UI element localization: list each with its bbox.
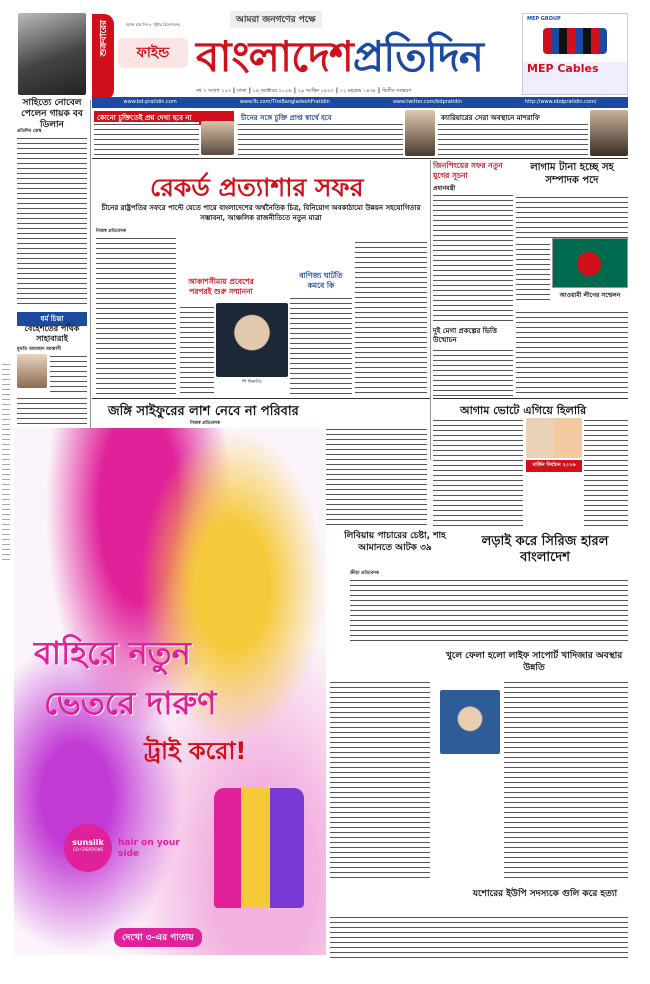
- edge-marks: [2, 360, 10, 560]
- headline-life-support: খুলে ফেলা হলো লাইফ সাপোর্ট খাদিজার অবস্থার উন্নতি: [445, 651, 623, 673]
- jinping-sub: প্রধানমন্ত্রী: [433, 185, 456, 192]
- sunsilk-logo: sunsilk CO-CREATIONS: [64, 824, 112, 872]
- strip-body-2: [238, 122, 403, 156]
- twitter-link[interactable]: www.twitter.com/bdpratidin: [392, 99, 462, 105]
- headline-jinping-visit: জিনপিংয়ের সফর নতুন যুগের সূচনা: [433, 161, 503, 180]
- supplement-box: আজ চার দিন ৮ পৃষ্ঠার বিনোদনের ফাইন্ড: [118, 22, 188, 90]
- lead-body-col1: [96, 236, 176, 396]
- xi-jinping-photo: [216, 303, 288, 377]
- hillary-body-2: [584, 418, 628, 528]
- photo-caption: শি জিনপিং: [242, 380, 262, 385]
- lead-box-1: আকাশসীমায় প্রবেশের পরপরই শুরু সম্মাননা: [188, 277, 254, 296]
- strip-photo-3: [590, 110, 628, 156]
- mega-body: [433, 348, 513, 396]
- hillary-body: [433, 418, 523, 528]
- cable-graphic: [543, 28, 607, 54]
- left-body-1: [17, 136, 87, 306]
- jessore-body: [330, 915, 628, 960]
- laagam-body: [516, 195, 628, 239]
- laagam-body-2: [516, 242, 550, 302]
- headline-mega-projects: দুই মেগা প্রকল্পের ভিত্তি উন্মোচন: [433, 327, 497, 344]
- sport-body: [350, 578, 628, 644]
- election-badge: মার্কিন নির্বাচন ২০১৬: [526, 460, 582, 472]
- life-body-2: [504, 680, 628, 880]
- sport-byline: ক্রীড়া প্রতিবেদক: [350, 571, 379, 576]
- headline-saifur: জঙ্গি সাইফুরের লাশ নেবে না পরিবার: [108, 404, 299, 419]
- left-byline-1: প্রতিদিন ডেস্ক: [17, 129, 42, 134]
- url-bar: [92, 97, 628, 108]
- newspaper-title: বাংলাদেশপ্রতিদিন: [196, 32, 483, 81]
- strip-body-1: [94, 122, 199, 156]
- headline-jessore: যশোরের ইউপি সদস্যকে গুলি করে হত্যা: [472, 889, 618, 899]
- life-body-1: [330, 680, 430, 880]
- strip-photo-1: [201, 121, 234, 155]
- awami-league-flag: [552, 238, 628, 288]
- epaper-link[interactable]: http://www.ebdpratidin.com/: [525, 99, 597, 105]
- khadija-photo: [440, 690, 500, 754]
- jinping-body: [433, 193, 513, 323]
- mep-ad: MEP GROUP MEP Cables: [522, 13, 628, 95]
- headline-lorai: লড়াই করে সিরিজ হারল বাংলাদেশ: [481, 534, 609, 565]
- laagam-body-3: [516, 310, 628, 396]
- strip-headline-2: চীনের সঙ্গে চুক্তি প্রাপ্ত স্বার্থে হবে: [241, 114, 332, 122]
- lead-byline: নিজস্ব প্রতিবেদক: [96, 229, 127, 234]
- left-headline-behesht: বেহেশতের পথিক সাহাবারাই: [24, 324, 80, 343]
- tagline: আমরা জনগণের পক্ষে: [230, 11, 322, 28]
- saifur-byline: নিজস্ব প্রতিবেদক: [190, 421, 221, 426]
- shampoo-bottles: [214, 788, 304, 908]
- strip-headline-1: কোনো চুক্তিতেই প্রশ্ন দেখা হবে না: [94, 111, 234, 125]
- headline-libya: লিবিয়ায় পাচারের চেষ্টা, শাহ আমানতে আটক ৩৯: [344, 531, 446, 553]
- headline-hillary: আগাম ভোটে এগিয়ে হিলারি: [460, 404, 587, 417]
- lead-subtitle: চীনের রাষ্ট্রপতির সফরে পাল্টে যেতে পারে বাংলাদেশের অর্থনৈতিক চিত্র, বিনিয়োগ অবকাঠামো উন্নয়ন সহযোগিতার সম্ভাবনা, আঞ্চলিক রাজনীতিতে নতুন মাত্রা: [101, 204, 421, 222]
- strip-body-3: [438, 122, 588, 156]
- lead-headline: রেকর্ড প্রত্যাশার সফর: [150, 173, 364, 202]
- lead-body-col3: [290, 296, 352, 396]
- lead-body-col2: [180, 305, 214, 395]
- headline-laagam: লাগাম টানা হচ্ছে সহ সম্পাদক পদে: [530, 162, 614, 186]
- left-byline-2: মুফতি আমজাদ আব্বাসী: [17, 347, 62, 352]
- strip-photo-2: [405, 110, 435, 156]
- lead-box-2: বাণিজ্য ঘাটতি কমবে কি: [299, 271, 343, 290]
- facebook-link[interactable]: www.fb.com/TheBangladeshPratidin: [239, 99, 330, 105]
- left-body-2: [50, 354, 87, 394]
- issue-info: বর্ষ ৭ সংখ্যা ২০৩ ║ ঢাকা ║ ১৪ অক্টোবর ২০১৬ ║ ২৯ আশ্বিন ১৪২৩ ║ ১২ মহররম ১৪৩৮ ║ দ্বিতীয় সংস্করণ: [196, 88, 412, 94]
- masthead-left-tag: শুক্রবারের: [92, 14, 114, 100]
- awami-caption: আওয়ামী লীগের সম্মেলন: [559, 292, 621, 299]
- left-headline-nobel: সাহিত্যে নোবেল পেলেন গায়ক বব ডিলান: [21, 98, 83, 130]
- clinton-trump-photo: [526, 418, 582, 458]
- lead-body-col4: [355, 240, 427, 396]
- sunsilk-ad: বাহিরে নতুন ভেতরে দারুণ ট্রাই করো! sunsilk CO-CREATIONS hair on your side দেখো ৩-এর পাতায়: [14, 428, 326, 955]
- section-dharma: ধর্ম চিন্তা: [17, 312, 87, 326]
- author-photo: [17, 354, 47, 388]
- strip-headline-3: ক্যারিয়ারের সেরা অবস্থানে মাশরাফি: [441, 114, 540, 122]
- web-link[interactable]: www.bd-pratidin.com: [123, 99, 177, 105]
- bob-dylan-photo: [18, 13, 86, 95]
